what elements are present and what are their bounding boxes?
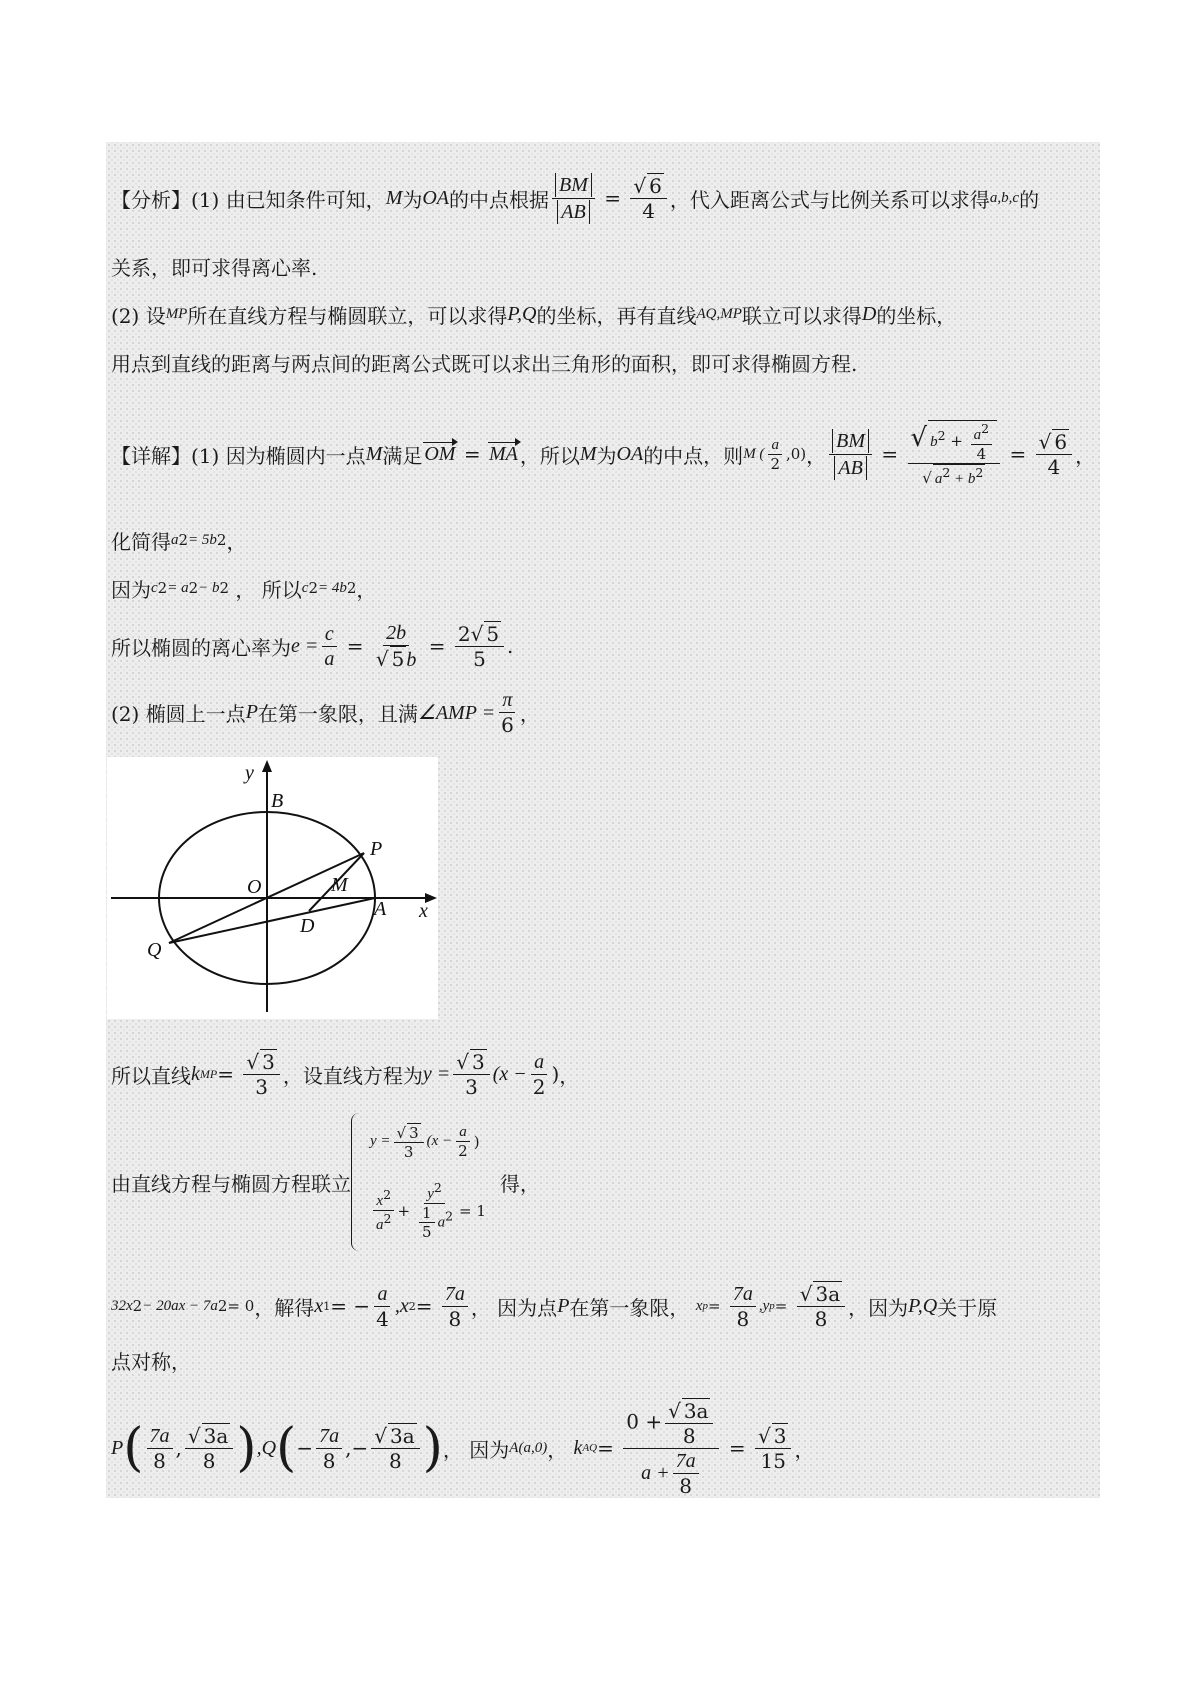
detail-line-7: 由直线方程与椭圆方程联立 y = $\frac{√ 3}{3}$ (x − $\frac{a}{2}$ ) $\frac{x^2}{a^2}$ + $y^2$ $\frac{1}{5}$ $a^2$ = 1 得， xyxy=(111,1112,540,1252)
detail-tag: 【详解】 xyxy=(111,443,191,468)
label-x: x xyxy=(419,900,428,922)
detail-line-1: 【详解】 (1) 因为椭圆内一点 M 满足 OM = MA ，所以 M 为 OA 的中点，则 M ( $\frac{a}{2}$ ,0) ， $\frac{BM}{AB}$ = √ $b^2$ + $\frac{a^2}{4}$ √ $a^2 + b^2$ = $\frac{√ 6}{4}$ ， xyxy=(111,421,1096,487)
ratio-radical: √ $b^2$ + $\frac{a^2}{4}$ √ $a^2 + b^2$ xyxy=(908,420,1001,488)
label-a: A xyxy=(374,898,387,920)
ellipse-figure xyxy=(107,757,438,1019)
analysis-line-1: 【分析】 (1) 由已知条件可知， M 为 OA 的中点根据 $\frac{BM}{AB}$ = $\frac{√ 6}{4}$ ，代入距离公式与比例关系可以求得 a,b,c 的 xyxy=(111,173,1040,223)
detail-line-10: P ( $\frac{7a}{8}$ , $\frac{√ 3a}{8}$ ) ,Q ( − $\frac{7a}{8}$ ,− $\frac{√ 3a}{8}$ ) ， 因为 A(a,0) ， k AQ = 0 + $\frac{√ 3a}{8}$ a + $\frac{7a}{8}$ = $\frac{√ 3}{15}$ ， xyxy=(111,1399,815,1498)
analysis-line-4: 用点到直线的距离与两点间的距离公式既可以求出三角形的面积，即可求得椭圆方程. xyxy=(111,351,858,376)
detail-line-4: 所以椭圆的离心率为 e = $\frac{c}{a}$ = $\frac{2b}{√ 5 b}$ = $\frac{2√ 5}{5}$ . xyxy=(111,621,514,671)
label-p: P xyxy=(370,838,383,860)
ratio-sqrt6-4: $\frac{√ 6}{4}$ xyxy=(630,173,666,223)
label-o: O xyxy=(247,876,262,898)
analysis-line-2: 关系，即可求得离心率. xyxy=(111,255,318,280)
equation-system: y = $\frac{√ 3}{3}$ (x − $\frac{a}{2}$ ) $\frac{x^2}{a^2}$ + $y^2$ $\frac{1}{5}$ $a^2$ = 1 xyxy=(370,1123,486,1242)
label-y: y xyxy=(245,762,254,784)
ratio-bm-ab: $\frac{BM}{AB}$ xyxy=(552,172,595,225)
analysis-tag: 【分析】 xyxy=(111,187,191,212)
detail-line-5: (2) 椭圆上一点 P 在第一象限，且满 ∠AMP = $\frac{\pi}{6}$ ， xyxy=(111,688,540,737)
label-q: Q xyxy=(147,939,162,961)
detail-line-3: 因为 c 2 = a 2 − b 2 ， 所以 c 2 = 4b 2 ， xyxy=(111,577,377,602)
label-b: B xyxy=(271,790,284,812)
analysis-line-3: (2) 设 MP 所在直线方程与椭圆联立，可以求得 P,Q 的坐标，再有直线 AQ,MP 联立可以求得 D 的坐标， xyxy=(111,302,957,328)
label-m: M xyxy=(331,874,348,896)
system-brace xyxy=(351,1113,362,1251)
detail-line-2: 化简得 a 2 = 5b 2 ， xyxy=(111,529,247,554)
detail-line-8: 32x 2 − 20ax − 7a 2 = 0 ，解得 x 1 = − $\frac{a}{4}$ ,x 2 = $\frac{7a}{8}$ ， 因为点 P 在第一象限， x p = $\frac{7a}{8}$ , y p = $\frac{√ 3a}{8}$ ，因为 P,Q 关于原 xyxy=(111,1282,998,1331)
kaq-fraction: 0 + $\frac{√ 3a}{8}$ a + $\frac{7a}{8}$ xyxy=(623,1398,719,1498)
vector-ma: MA xyxy=(488,442,518,465)
detail-line-6: 所以直线 k MP = $\frac{√ 3}{3}$ ，设直线方程为 y = $\frac{√ 3}{3}$ (x − $\frac{a}{2}$ ) ， xyxy=(111,1050,580,1099)
vector-om: OM xyxy=(424,442,456,465)
detail-line-9: 点对称， xyxy=(111,1349,191,1374)
label-d: D xyxy=(300,915,315,937)
